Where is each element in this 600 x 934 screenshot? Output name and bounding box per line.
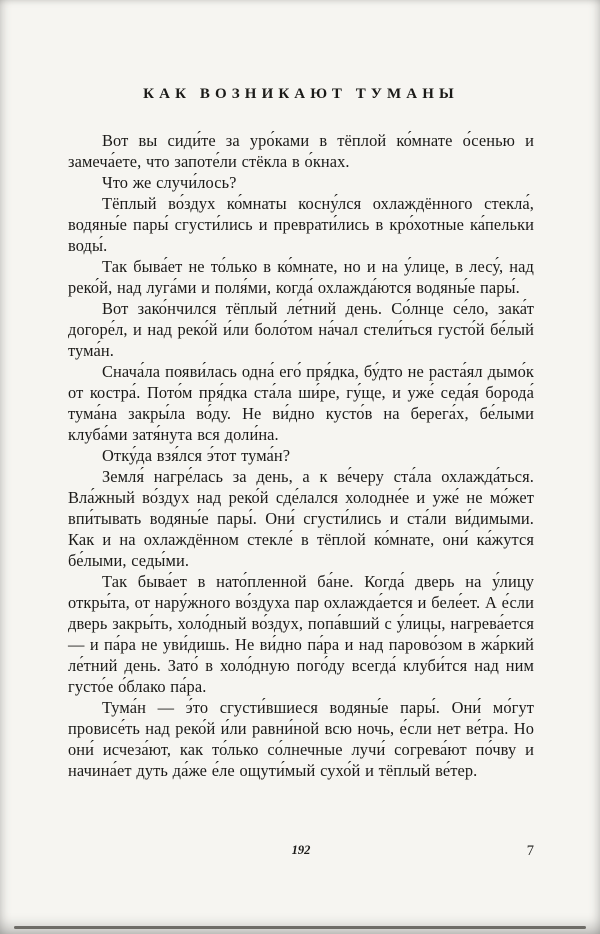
paragraph: Земля́ нагре́лась за день, а к ве́черу ста́ла охлажда́ться. Вла́жный во́здух над реко́й сде́лался холодне́е и уже́ не мо́жет впи́тывать водяны́е пары́. Они́ сгусти́лись и ста́ли ви́димыми. Как и на охлаждённом стекле́ в тёплой ко́мнате, они́ ка́жутся бе́лыми, седы́ми. — [68, 467, 534, 570]
paragraph: Отку́да взя́лся э́тот тума́н? — [102, 446, 291, 465]
paragraph: Что же случи́лось? — [102, 173, 237, 192]
page-title: КАК ВОЗНИКАЮТ ТУМАНЫ — [143, 86, 459, 102]
paragraph: Снача́ла появи́лась одна́ его́ пря́дка, бу́дто не раста́ял дымо́к от костра́. Пото́м пря́дка ста́ла ши́ре, гу́ще, и уже́ седа́я борода́ тума́на закры́ла во́ду. Не ви́дно кусто́в на берега́х, бе́лыми клуба́ми затя́нута вся доли́на. — [68, 362, 534, 444]
paragraph: Так быва́ет не то́лько в ко́мнате, но и на у́лице, в лесу́, над реко́й, над луга́ми и поля́ми, когда́ охлажда́ются водяны́е пары́. — [68, 257, 534, 297]
scan-page-edge — [14, 926, 586, 929]
signature-number: 192 — [291, 843, 311, 857]
paragraph: Так быва́ет в нато́пленной ба́не. Когда́ дверь на у́лицу откры́та, от нару́жного во́здуха пар охлажда́ется и беле́ет. А е́сли дверь закры́ть, холо́дный во́здух, попа́вший с у́лицы, нагрева́ется — и па́ра не уви́дишь. Не ви́дно па́ра и над парово́зом в жа́ркий ле́тний день. Зато́ в холо́дную пого́ду всегда́ клуби́тся над ним густо́е о́блако па́ра. — [68, 572, 534, 696]
page-number: 7 — [526, 843, 534, 859]
paragraph: Тума́н — э́то сгусти́вшиеся водяны́е пары́. Они́ мо́гут провисе́ть над реко́й и́ли равни́ной всю ночь, е́сли нет ве́тра. Но они́ исчеза́ют, как то́лько со́лнечные лучи́ согрева́ют по́чву и начина́ет дуть да́же е́ле ощути́мый сухо́й и тёплый ве́тер. — [68, 698, 534, 780]
text-body — [68, 130, 534, 781]
page-footer — [68, 843, 534, 863]
paragraph: Вот зако́нчился тёплый ле́тний день. Со́лнце се́ло, зака́т догоре́л, и над реко́й и́ли боло́том на́чал стели́ться густо́й бе́лый тума́н. — [68, 299, 534, 360]
paragraph: Тёплый во́здух ко́мнаты косну́лся охлаждённого стекла́, водяны́е пары́ сгусти́лись и преврати́лись в кро́хотные ка́пельки воды́. — [68, 194, 534, 255]
paragraph: Вот вы сиди́те за уро́ками в тёплой ко́мнате о́сенью и замеча́ете, что запоте́ли стёкла в о́кнах. — [68, 131, 534, 171]
